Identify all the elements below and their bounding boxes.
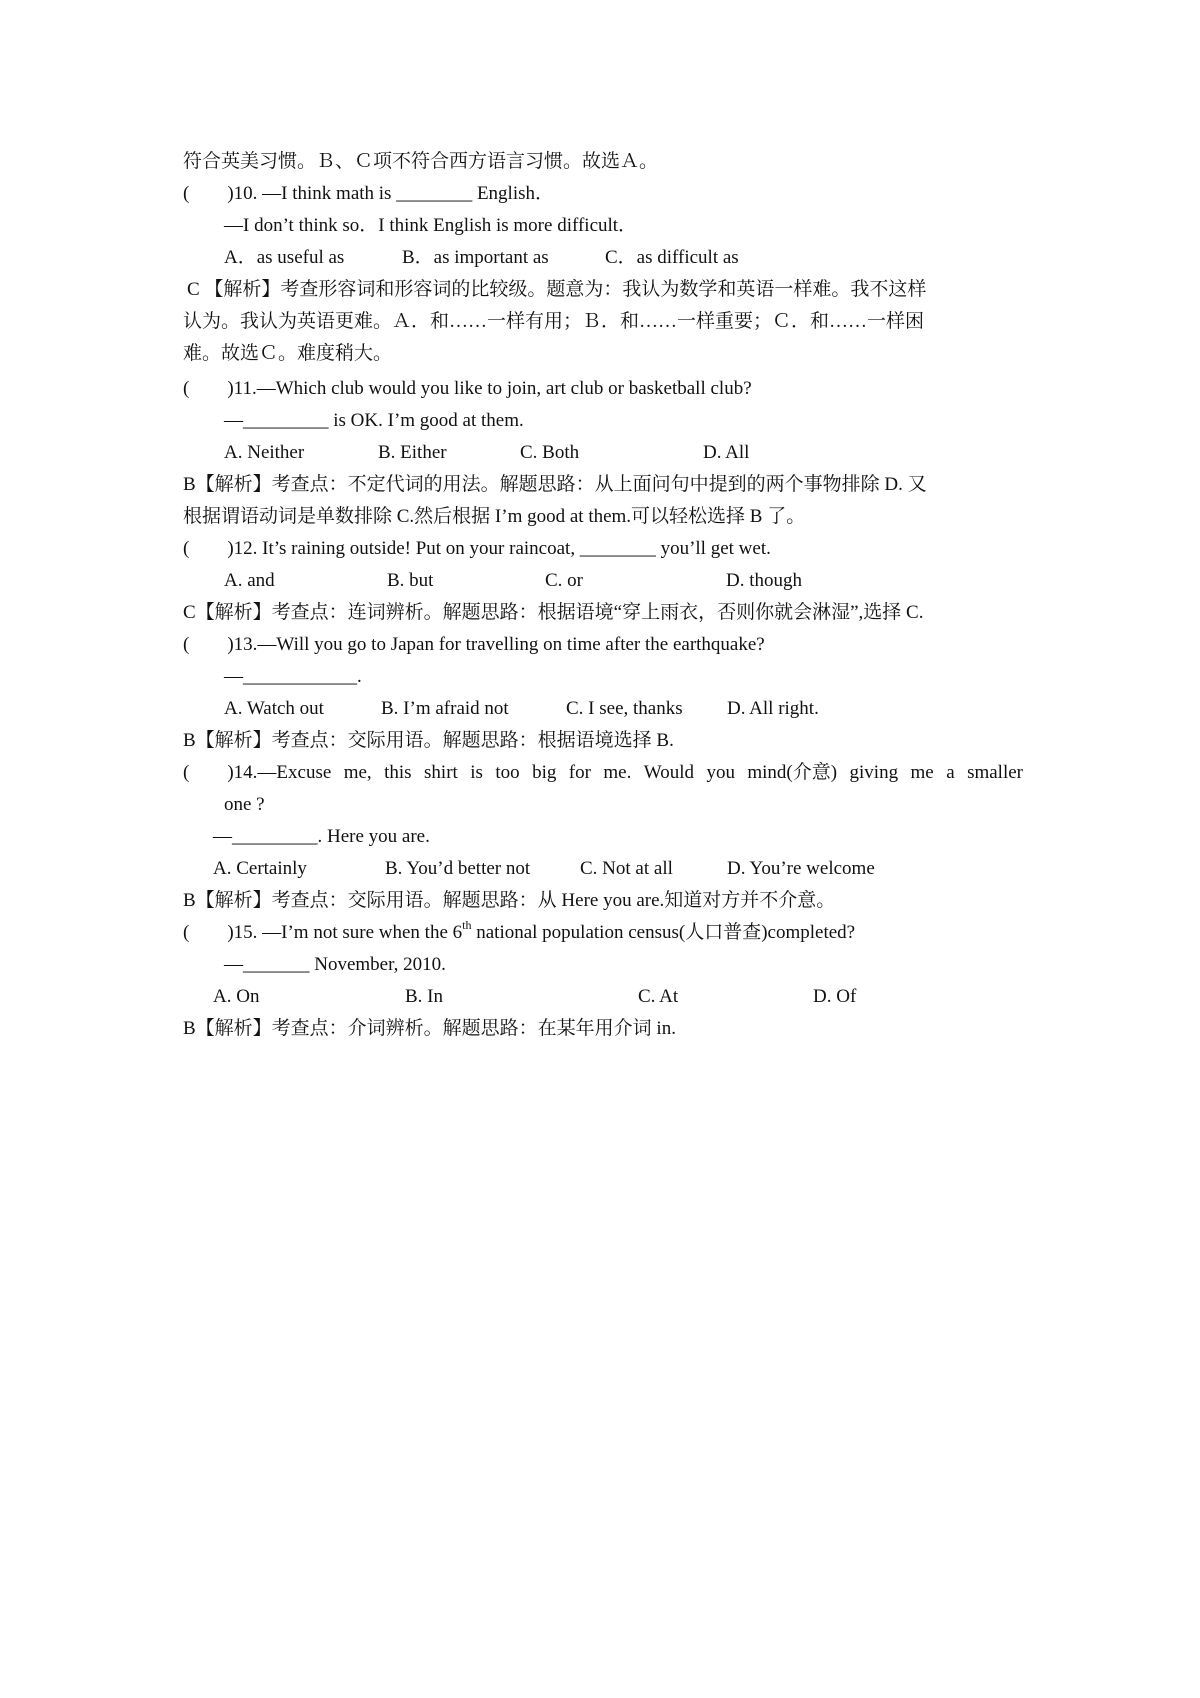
- q10-option-a: A．as useful as: [224, 247, 345, 268]
- q15-option-d: D. Of: [813, 986, 857, 1007]
- q15-paren-open: (: [183, 922, 190, 943]
- q14-word-11: mind(介意): [747, 762, 838, 783]
- q11-stem-text: )11.—Which club would you like to join, art club or basketball club?: [227, 378, 752, 399]
- q13-reply: —____________.: [224, 666, 362, 687]
- q14-word-7: for: [568, 762, 591, 783]
- q15-reply: —_______ November, 2010.: [224, 954, 446, 975]
- q14-option-a: A. Certainly: [213, 858, 307, 879]
- q15-option-a: A. On: [213, 986, 260, 1007]
- q14-word-10: you: [706, 762, 735, 783]
- q11-stem: [183, 375, 752, 403]
- q11-analysis-1: B【解析】考查点：不定代词的用法。解题思路：从上面问句中提到的两个事物排除 D. 又: [183, 474, 927, 495]
- q11-option-c: C. Both: [520, 442, 580, 463]
- q12-analysis-1: C【解析】考查点：连词辨析。解题思路：根据语境“穿上雨衣，否则你就会淋湿”,选择 C.: [183, 602, 924, 623]
- q14-word-8: me.: [603, 762, 632, 783]
- q10-paren-open: (: [183, 183, 190, 204]
- q13-paren-open: (: [183, 634, 190, 655]
- q14-option-c: C. Not at all: [580, 858, 673, 879]
- q11-analysis-2: 根据谓语动词是单数排除 C.然后根据 I’m good at them.可以轻松选择 B 了。: [183, 506, 806, 527]
- q14-word-1: me,: [343, 762, 372, 783]
- q14-options: [0, 855, 1200, 883]
- q14-word-9: Would: [643, 762, 694, 783]
- q12-options: [0, 567, 1200, 595]
- q14-word-14: a: [946, 762, 955, 783]
- q15-stem-post: national population census(人口普查)completed?: [471, 922, 856, 943]
- q14-word-2: this: [384, 762, 412, 783]
- q13-option-b: B. I’m afraid not: [381, 698, 509, 719]
- q12-paren-open: (: [183, 538, 190, 559]
- q14-stem-cont: one ?: [224, 794, 265, 815]
- q15-analysis-1: B【解析】考查点：介词辨析。解题思路：在某年用介词 in.: [183, 1018, 676, 1039]
- q13-stem-text: )13.—Will you go to Japan for travelling on time after the earthquake?: [227, 634, 765, 655]
- q12-stem: [183, 535, 771, 563]
- q13-options: [0, 695, 1200, 723]
- q15-stem-sup: th: [462, 917, 472, 932]
- q14-stem: [183, 759, 1023, 787]
- q14-word-6: big: [532, 762, 557, 783]
- q10-option-b: B．as important as: [402, 247, 549, 268]
- q12-option-b: B. but: [387, 570, 434, 591]
- q14-option-b: B. You’d better not: [385, 858, 531, 879]
- q14-word-3: shirt: [424, 762, 458, 783]
- q12-option-a: A. and: [224, 570, 275, 591]
- q15-options: [0, 983, 1200, 1011]
- q10-stem-text: 10. —I think math is ________ English．: [233, 183, 555, 204]
- q14-paren-open: (: [183, 762, 190, 783]
- q12-stem-text: )12. It’s raining outside! Put on your raincoat, ________ you’ll get wet.: [227, 538, 771, 559]
- q14-reply: —_________. Here you are.: [213, 826, 430, 847]
- q15-option-c: C. At: [638, 986, 679, 1007]
- q14-analysis-1: B【解析】考查点：交际用语。解题思路：从 Here you are.知道对方并不介意。: [183, 890, 836, 911]
- q14-word-5: too: [495, 762, 520, 783]
- q13-option-c: C. I see, thanks: [566, 698, 683, 719]
- q11-option-b: B. Either: [378, 442, 447, 463]
- q14-option-d: D. You’re welcome: [727, 858, 875, 879]
- q13-stem: [183, 631, 765, 659]
- q11-option-a: A. Neither: [224, 442, 305, 463]
- q11-options: [0, 439, 1200, 467]
- q12-option-d: D. though: [726, 570, 802, 591]
- q14-word-13: me: [910, 762, 934, 783]
- q13-option-a: A. Watch out: [224, 698, 324, 719]
- q10-options: [0, 244, 1200, 272]
- q13-analysis-1: B【解析】考查点：交际用语。解题思路：根据语境选择 B.: [183, 730, 674, 751]
- q14-word-15: smaller: [967, 762, 1023, 783]
- q14-word-4: is: [470, 762, 483, 783]
- q15-option-b: B. In: [405, 986, 443, 1007]
- q11-reply: —_________ is OK. I’m good at them.: [224, 410, 524, 431]
- q15-stem: [183, 919, 855, 947]
- q15-stem-pre: )15. —I’m not sure when the 6: [227, 922, 463, 943]
- q12-option-c: C. or: [545, 570, 583, 591]
- q10-analysis-1: C 【解析】考查形容词和形容词的比较级。题意为：我认为数学和英语一样难。我不这样: [187, 279, 927, 300]
- q10-stem: [183, 180, 554, 208]
- q10-analysis-2: 认为。我认为英语更难。Ａ．和……一样有用；Ｂ．和……一样重要；Ｃ．和……一样困: [183, 311, 925, 332]
- q10-reply: —I don’t think so．I think English is more difficult．: [224, 215, 638, 236]
- q14-word-12: giving: [849, 762, 899, 783]
- q10-paren-close: ): [227, 183, 234, 204]
- q13-option-d: D. All right.: [727, 698, 819, 719]
- q11-option-d: D. All: [703, 442, 750, 463]
- q14-word-0: )14.—Excuse: [227, 762, 332, 783]
- intro-line: 符合英美习惯。Ｂ、Ｃ项不符合西方语言习惯。故选Ａ。: [183, 151, 659, 172]
- q11-paren-open: (: [183, 378, 190, 399]
- q10-option-c: C．as difficult as: [605, 247, 739, 268]
- q10-analysis-3: 难。故选Ｃ。难度稍大。: [183, 343, 393, 364]
